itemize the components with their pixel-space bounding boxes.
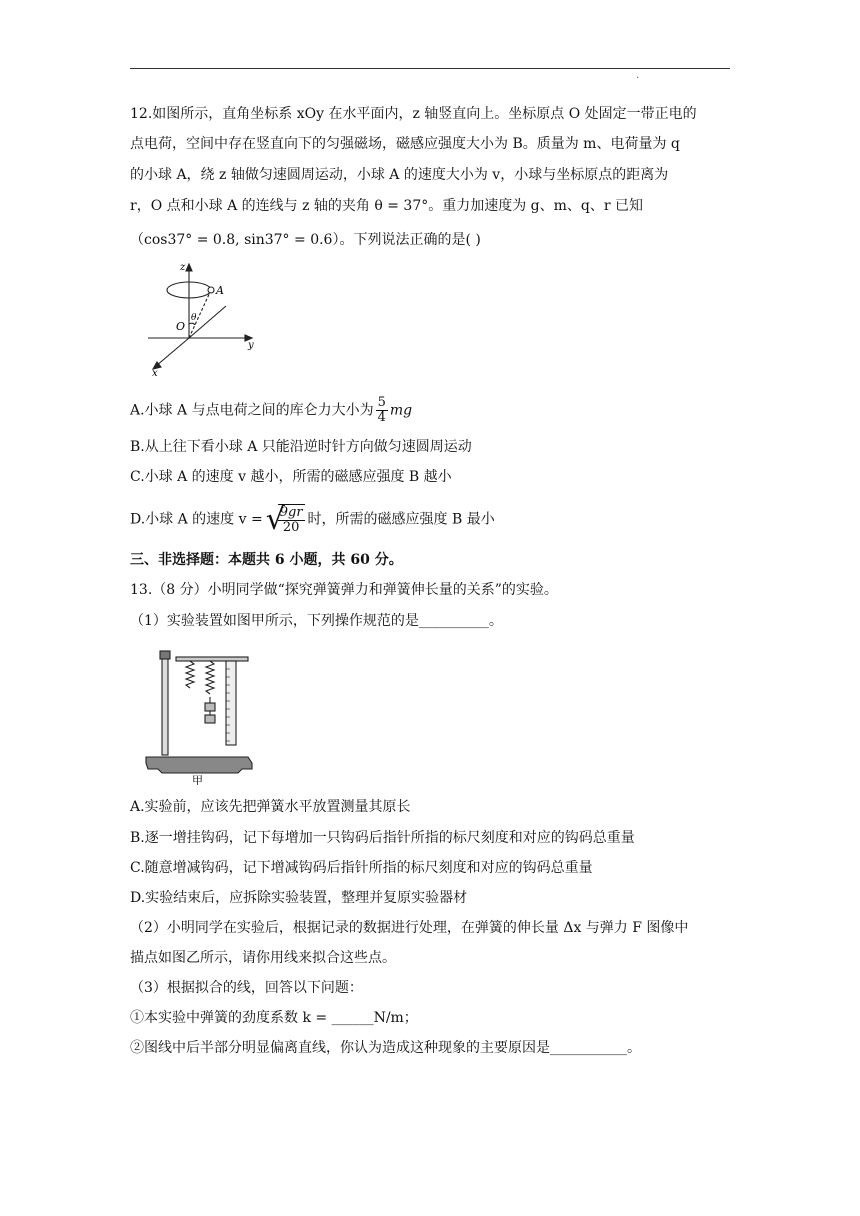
header-rule: [130, 68, 730, 69]
q13-part3: （3）根据拟合的线，回答以下问题：: [130, 980, 363, 996]
z-label: z: [180, 262, 186, 273]
q12-line4: r，O 点和小球 A 的连线与 z 轴的夹角 θ = 37°。重力加速度为 g、m、q、r 已知: [130, 198, 644, 214]
q12-option-a-text: A.小球 A 与点电荷之间的库仑力大小为: [130, 402, 374, 419]
weight-1: [205, 703, 215, 711]
q13-part3-item1: ①本实验中弹簧的劲度系数 k = ______N/m；: [130, 1010, 418, 1026]
q12-option-d-text: D.小球 A 的速度 v =: [130, 511, 263, 528]
theta-label: θ: [191, 313, 197, 323]
q12-option-a: [130, 396, 412, 425]
theta-arc: [189, 323, 195, 325]
q13-option-a: A.实验前，应该先把弹簧水平放置测量其原长: [130, 799, 411, 815]
origin-label: O: [176, 320, 186, 333]
q12-option-d-suffix: 时，所需的磁感应强度 B 最小: [307, 511, 495, 528]
q13-option-c: C.随意增减钩码，记下增减钩码后指针所指的标尺刻度和对应的钩码总重量: [130, 860, 593, 876]
stand-pole: [162, 653, 168, 755]
q12-option-a-suffix: mg: [389, 402, 413, 419]
q12-option-d-sqrt: [266, 504, 305, 535]
q13-part3-item2: ②图线中后半部分明显偏离直线，你认为造成这种现象的主要原因是___________。: [130, 1040, 641, 1056]
q12-line3: 的小球 A，绕 z 轴做匀速圆周运动，小球 A 的速度大小为 v，小球与坐标原点的距离为: [130, 167, 669, 183]
figure-caption-jia: 甲: [192, 774, 203, 785]
cross-bar: [176, 657, 248, 661]
sqrt-icon: √: [265, 502, 285, 537]
q12-line5: （cos37° = 0.8, sin37° = 0.6）。下列说法正确的是( ): [130, 232, 481, 248]
ruler: [226, 661, 236, 745]
sqrt-denominator: 20: [282, 519, 300, 535]
q13-option-d: D.实验结束后，应拆除实验装置，整理并复原实验器材: [130, 890, 468, 906]
q12-line1: 12.如图所示，直角坐标系 xOy 在水平面内，z 轴竖直向上。坐标原点 O 处固定一带正电的: [130, 106, 697, 122]
x-axis: [156, 338, 189, 366]
q12-coordinate-figure: [140, 258, 260, 378]
q13-option-b: B.逐一增挂钩码，记下每增加一只钩码后指针所指的标尺刻度和对应的钩码总重量: [130, 830, 635, 846]
spring-loaded: [206, 661, 214, 694]
q12-option-a-fraction: [376, 396, 388, 425]
spring-short: [186, 661, 194, 688]
ball-a: [208, 287, 214, 293]
q13-part1: （1）实验装置如图甲所示，下列操作规范的是__________。: [130, 613, 503, 629]
z-arrow-icon: [186, 264, 192, 271]
x-label: x: [152, 368, 158, 378]
q12-line2: 点电荷，空间中存在竖直向下的匀强磁场，磁感应强度大小为 B。质量为 m、电荷量为 q: [130, 136, 680, 152]
q12-option-c: C.小球 A 的速度 v 越小，所需的磁感应强度 B 越小: [130, 469, 452, 485]
q13-part2-line2: 描点如图乙所示，请你用线来拟合这些点。: [130, 950, 396, 966]
fraction-denominator: 4: [377, 410, 386, 425]
ball-label: A: [216, 284, 224, 297]
sqrt-numerator: 9gr: [279, 504, 303, 520]
weight-2: [205, 715, 215, 723]
q13-part2-line1: （2）小明同学在实验后，根据记录的数据进行处理，在弹簧的伸长量 Δx 与弹力 F 图像中: [130, 920, 689, 936]
fraction-numerator: 5: [377, 395, 386, 410]
y-label: y: [248, 340, 254, 351]
base-board: [146, 757, 252, 773]
q12-option-d: [130, 504, 495, 535]
spring-apparatus-figure: [140, 645, 260, 785]
clamp: [160, 651, 170, 659]
header-dot: .: [636, 70, 640, 81]
q12-option-b: B.从上往下看小球 A 只能沿逆时针方向做匀速圆周运动: [130, 439, 472, 455]
q13-title: 13.（8 分）小明同学做“探究弹簧弹力和弹簧伸长量的关系”的实验。: [130, 582, 558, 598]
section-3-heading: 三、非选择题：本题共 6 小题，共 60 分。: [130, 552, 403, 568]
